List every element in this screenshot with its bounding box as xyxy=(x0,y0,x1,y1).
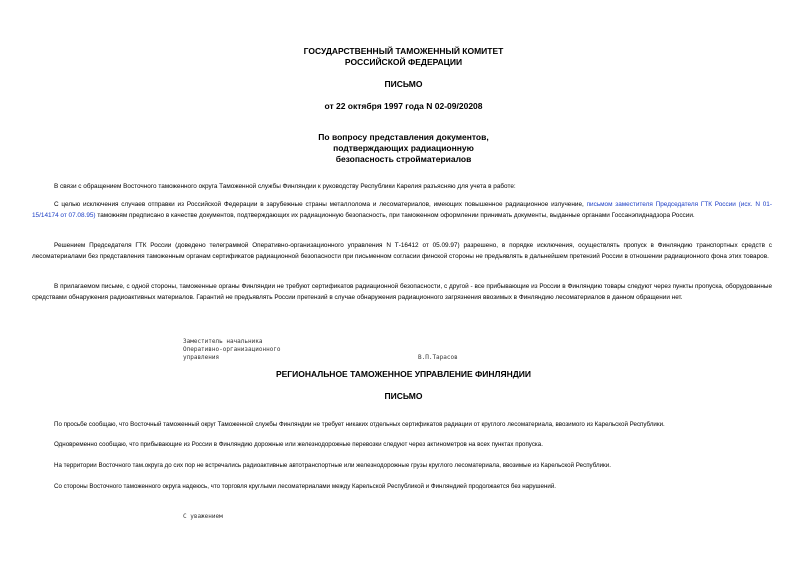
letter2-org-heading: РЕГИОНАЛЬНОЕ ТАМОЖЕННОЕ УПРАВЛЕНИЕ ФИНЛЯНДИИ xyxy=(275,369,532,379)
paragraph-1: В связи с обращением Восточного таможенного округа Таможенной службы Финляндии к руководству Республики Карелия разъясняю для учета в работе: xyxy=(54,183,516,190)
subject-line1: По вопросу представления документов, xyxy=(318,132,489,142)
paragraph-4: В прилагаемом письме, с одной стороны, таможенные органы Финляндии не требуют сертификатов радиационной безопасности, с другой - все прибывающие из России в Финляндию товары следуют через пункты пропуска, оборудованные средствами обнаружения радиоактивных материалов. Гарантий не предъявлять России претензий в случае обнаружения радиационного загрязнения ввозимых в Финляндию лесоматериалов в данном обращении нет. xyxy=(32,283,772,302)
paragraph-2: С целью исключения случаев отправки из Российской Федерации в зарубежные страны металлолома и лесоматериалов, имеющих повышенное радиационное излучение, письмом заместителя Председателя ГТК России (исх. N 01-15/14174 от 07.08.95) таможням предписано в качестве документов, подтверждающих их радиационную безопасность, при таможенном оформлении принимать документы, выданные органами Госсанэпиднадзора России. xyxy=(32,201,772,220)
signature-title-line2: Оперативно-организационного xyxy=(183,346,281,353)
letter2-paragraph-4: Со стороны Восточного таможенного округа надеюсь, что торговля круглыми лесоматериалами между Карельской Республикой и Финляндией продолжается без нарушений. xyxy=(54,483,557,490)
doc-type-heading: ПИСЬМО xyxy=(384,79,423,89)
subject-line3: безопасность стройматериалов xyxy=(335,154,472,164)
org-name-line1: ГОСУДАРСТВЕННЫЙ ТАМОЖЕННЫЙ КОМИТЕТ xyxy=(303,46,504,56)
paragraph-3: Решением Председателя ГТК России (доведено телеграммой Оперативно-организационного управления N Т-16412 от 05.09.97) разрешено, в порядке исключения, осуществлять пропуск в Финляндию транспортных средств с лесоматериалами без представления таможенным органам сертификатов радиационной безопасности при письменном согласии финской стороны не предъявлять в дальнейшем претензий России в отношении радиационного фона этих товаров. xyxy=(32,242,772,261)
letter2-paragraph-2: Одновременно сообщаю, что прибывающие из России в Финляндию дорожные или железнодорожные перевозки следуют через актинометров на всех пунктах пропуска. xyxy=(54,441,543,448)
signature-title-line1: Заместитель начальника xyxy=(183,338,263,345)
letter2-paragraph-1: По просьбе сообщаю, что Восточный таможенный округ Таможенной службы Финляндии не требует никаких отдельных сертификатов радиации от круглого лесоматериала, ввозимого из Карельской Республики. xyxy=(54,421,665,428)
letter2-doc-type: ПИСЬМО xyxy=(384,391,423,401)
signature-title-line3: управления xyxy=(183,354,220,361)
closing-regards: С уважением xyxy=(183,513,223,520)
letter2-paragraph-3: На территории Восточного там.округа до сих пор не встречались радиоактивные автотранспортные или железнодорожные грузы круглого лесоматериала, ввозимые из Карельской Республики. xyxy=(54,462,611,469)
signature-name: В.П.Тарасов xyxy=(418,354,458,361)
org-name-line2: РОССИЙСКОЙ ФЕДЕРАЦИИ xyxy=(344,57,463,67)
doc-date-number: от 22 октября 1997 года N 02-09/20208 xyxy=(324,101,483,111)
reference-link[interactable]: письмом заместителя Председателя ГТК России (исх. N 01-15/14174 от 07.08.95) xyxy=(32,201,772,220)
subject-line2: подтверждающих радиационную xyxy=(333,143,474,153)
